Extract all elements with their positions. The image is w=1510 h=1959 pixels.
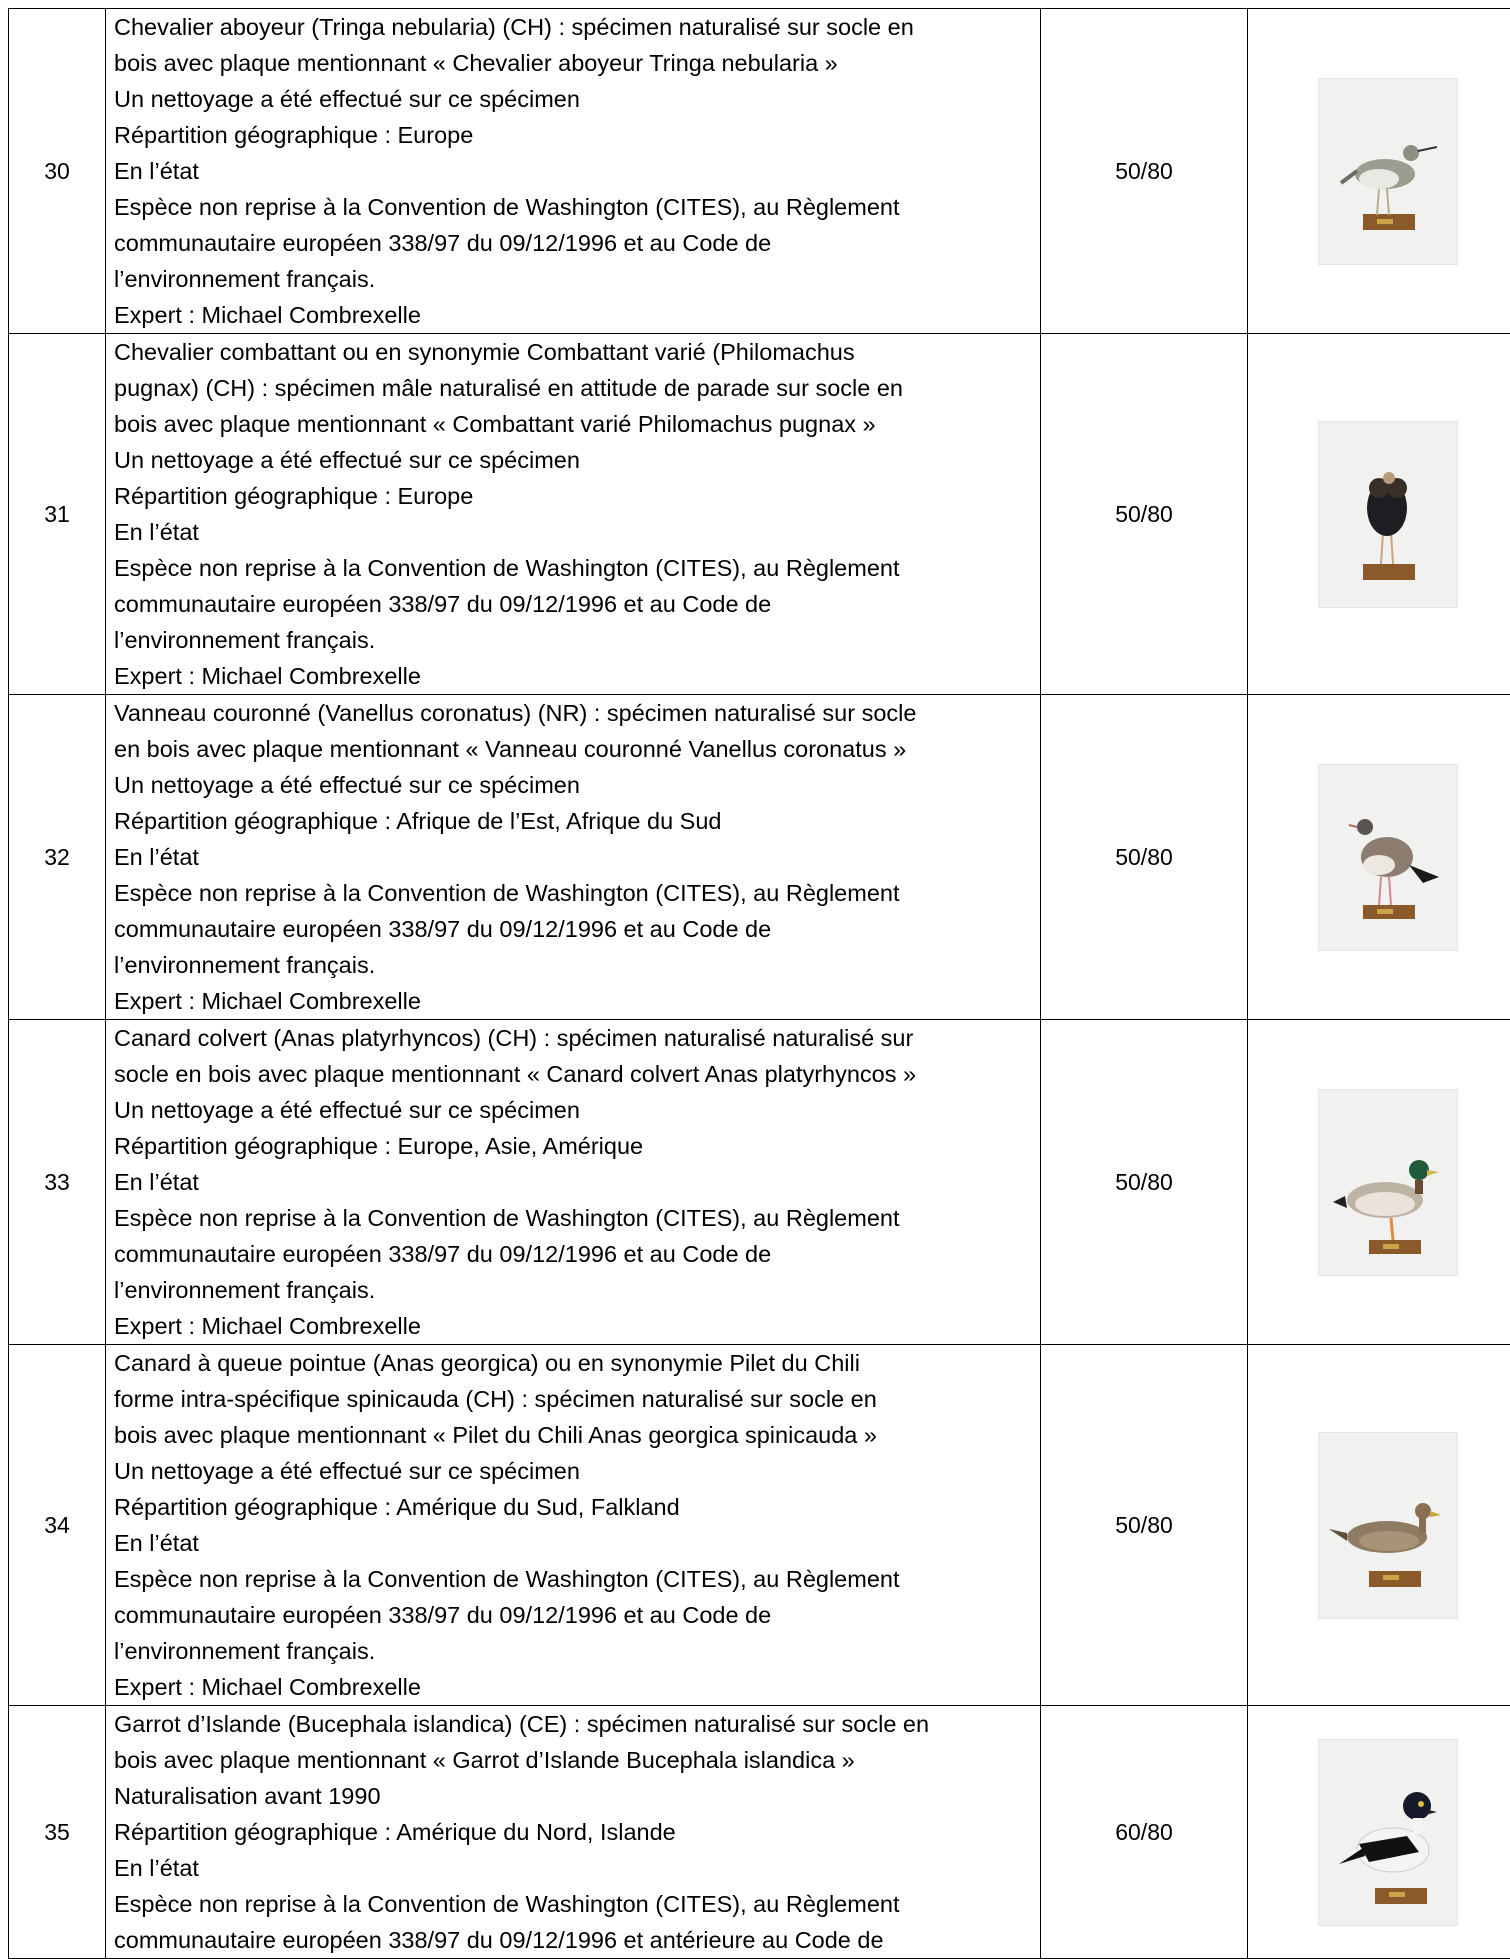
lot-description bbox=[106, 1020, 1041, 1345]
description-line: communautaire européen 338/97 du 09/12/1996 et au Code de bbox=[114, 225, 1032, 261]
description-line: pugnax) (CH) : spécimen mâle naturalisé en attitude de parade sur socle en bbox=[114, 370, 1032, 406]
description-line: bois avec plaque mentionnant « Garrot d’Islande Bucephala islandica » bbox=[114, 1742, 1032, 1778]
lot-description bbox=[106, 1345, 1041, 1706]
description-line: Canard colvert (Anas platyrhyncos) (CH) : spécimen naturalisé naturalisé sur bbox=[114, 1020, 1032, 1056]
lot-row bbox=[9, 1345, 1510, 1706]
description-line: Répartition géographique : Amérique du Nord, Islande bbox=[114, 1814, 1032, 1850]
description-line: Canard à queue pointue (Anas georgica) ou en synonymie Pilet du Chili bbox=[114, 1345, 1032, 1381]
description-line: Répartition géographique : Europe bbox=[114, 117, 1032, 153]
lot-photo-cell bbox=[1248, 1020, 1510, 1345]
lot-estimate: 50/80 bbox=[1041, 1345, 1248, 1706]
lot-estimate: 60/80 bbox=[1041, 1706, 1248, 1959]
description-line: Expert : Michael Combrexelle bbox=[114, 297, 1032, 333]
lot-row bbox=[9, 9, 1510, 334]
description-line: En l’état bbox=[114, 514, 1032, 550]
description-line: l’environnement français. bbox=[114, 1633, 1032, 1669]
lot-estimate: 50/80 bbox=[1041, 9, 1248, 334]
description-line: bois avec plaque mentionnant « Chevalier aboyeur Tringa nebularia » bbox=[114, 45, 1032, 81]
description-line: Répartition géographique : Europe, Asie, Amérique bbox=[114, 1128, 1032, 1164]
lot-number: 34 bbox=[9, 1345, 106, 1706]
description-line: l’environnement français. bbox=[114, 261, 1032, 297]
lot-number: 31 bbox=[9, 334, 106, 695]
description-line: communautaire européen 338/97 du 09/12/1996 et au Code de bbox=[114, 1236, 1032, 1272]
ruff-photo[interactable] bbox=[1318, 421, 1458, 608]
description-line: communautaire européen 338/97 du 09/12/1996 et au Code de bbox=[114, 1597, 1032, 1633]
crowned-lapwing-photo[interactable] bbox=[1318, 764, 1458, 951]
description-line: Espèce non reprise à la Convention de Washington (CITES), au Règlement bbox=[114, 875, 1032, 911]
lot-photo-cell bbox=[1248, 1706, 1510, 1959]
description-line: Espèce non reprise à la Convention de Washington (CITES), au Règlement bbox=[114, 1886, 1032, 1922]
lot-table bbox=[8, 8, 1510, 1959]
description-line: Chevalier aboyeur (Tringa nebularia) (CH) : spécimen naturalisé sur socle en bbox=[114, 9, 1032, 45]
description-line: l’environnement français. bbox=[114, 947, 1032, 983]
description-line: Espèce non reprise à la Convention de Washington (CITES), au Règlement bbox=[114, 1561, 1032, 1597]
description-line: Vanneau couronné (Vanellus coronatus) (NR) : spécimen naturalisé sur socle bbox=[114, 695, 1032, 731]
description-line: l’environnement français. bbox=[114, 1272, 1032, 1308]
lot-photo-cell bbox=[1248, 9, 1510, 334]
lot-number: 30 bbox=[9, 9, 106, 334]
description-line: bois avec plaque mentionnant « Combattant varié Philomachus pugnax » bbox=[114, 406, 1032, 442]
description-line: Espèce non reprise à la Convention de Washington (CITES), au Règlement bbox=[114, 1200, 1032, 1236]
lot-description bbox=[106, 334, 1041, 695]
description-line: socle en bois avec plaque mentionnant « Canard colvert Anas platyrhyncos » bbox=[114, 1056, 1032, 1092]
description-line: Expert : Michael Combrexelle bbox=[114, 983, 1032, 1019]
description-line: En l’état bbox=[114, 1525, 1032, 1561]
description-line: Expert : Michael Combrexelle bbox=[114, 1308, 1032, 1344]
lot-row bbox=[9, 1706, 1510, 1959]
barrows-goldeneye-photo[interactable] bbox=[1318, 1739, 1458, 1926]
description-line: En l’état bbox=[114, 1850, 1032, 1886]
lot-estimate: 50/80 bbox=[1041, 1020, 1248, 1345]
description-line: Répartition géographique : Amérique du Sud, Falkland bbox=[114, 1489, 1032, 1525]
lot-row bbox=[9, 1020, 1510, 1345]
description-line: En l’état bbox=[114, 1164, 1032, 1200]
description-line: Un nettoyage a été effectué sur ce spécimen bbox=[114, 1453, 1032, 1489]
lot-estimate: 50/80 bbox=[1041, 334, 1248, 695]
great-spotted-sandpiper-photo[interactable] bbox=[1318, 78, 1458, 265]
description-line: Expert : Michael Combrexelle bbox=[114, 658, 1032, 694]
lot-description bbox=[106, 9, 1041, 334]
lot-description bbox=[106, 695, 1041, 1020]
lot-photo-cell bbox=[1248, 1345, 1510, 1706]
description-line: l’environnement français. bbox=[114, 622, 1032, 658]
description-line: communautaire européen 338/97 du 09/12/1996 et au Code de bbox=[114, 911, 1032, 947]
pintail-photo[interactable] bbox=[1318, 1432, 1458, 1619]
description-line: En l’état bbox=[114, 153, 1032, 189]
mallard-photo[interactable] bbox=[1318, 1089, 1458, 1276]
description-line: Un nettoyage a été effectué sur ce spécimen bbox=[114, 81, 1032, 117]
description-line: Un nettoyage a été effectué sur ce spécimen bbox=[114, 442, 1032, 478]
lot-row bbox=[9, 695, 1510, 1020]
description-line: communautaire européen 338/97 du 09/12/1996 et au Code de bbox=[114, 586, 1032, 622]
description-line: Naturalisation avant 1990 bbox=[114, 1778, 1032, 1814]
description-line: Répartition géographique : Europe bbox=[114, 478, 1032, 514]
lot-estimate: 50/80 bbox=[1041, 695, 1248, 1020]
description-line: Expert : Michael Combrexelle bbox=[114, 1669, 1032, 1705]
description-line: Espèce non reprise à la Convention de Washington (CITES), au Règlement bbox=[114, 189, 1032, 225]
description-line: en bois avec plaque mentionnant « Vanneau couronné Vanellus coronatus » bbox=[114, 731, 1032, 767]
description-line: forme intra-spécifique spinicauda (CH) : spécimen naturalisé sur socle en bbox=[114, 1381, 1032, 1417]
description-line: Répartition géographique : Afrique de l’Est, Afrique du Sud bbox=[114, 803, 1032, 839]
description-line: Un nettoyage a été effectué sur ce spécimen bbox=[114, 1092, 1032, 1128]
lot-number: 35 bbox=[9, 1706, 106, 1959]
lot-photo-cell bbox=[1248, 334, 1510, 695]
description-line: communautaire européen 338/97 du 09/12/1996 et antérieure au Code de bbox=[114, 1922, 1032, 1958]
lot-number: 33 bbox=[9, 1020, 106, 1345]
description-line: Garrot d’Islande (Bucephala islandica) (CE) : spécimen naturalisé sur socle en bbox=[114, 1706, 1032, 1742]
description-line: Un nettoyage a été effectué sur ce spécimen bbox=[114, 767, 1032, 803]
description-line: Chevalier combattant ou en synonymie Combattant varié (Philomachus bbox=[114, 334, 1032, 370]
lot-description bbox=[106, 1706, 1041, 1959]
lot-photo-cell bbox=[1248, 695, 1510, 1020]
lot-table-body bbox=[9, 9, 1510, 1959]
lot-number: 32 bbox=[9, 695, 106, 1020]
lot-row bbox=[9, 334, 1510, 695]
description-line: Espèce non reprise à la Convention de Washington (CITES), au Règlement bbox=[114, 550, 1032, 586]
description-line: En l’état bbox=[114, 839, 1032, 875]
description-line: bois avec plaque mentionnant « Pilet du Chili Anas georgica spinicauda » bbox=[114, 1417, 1032, 1453]
